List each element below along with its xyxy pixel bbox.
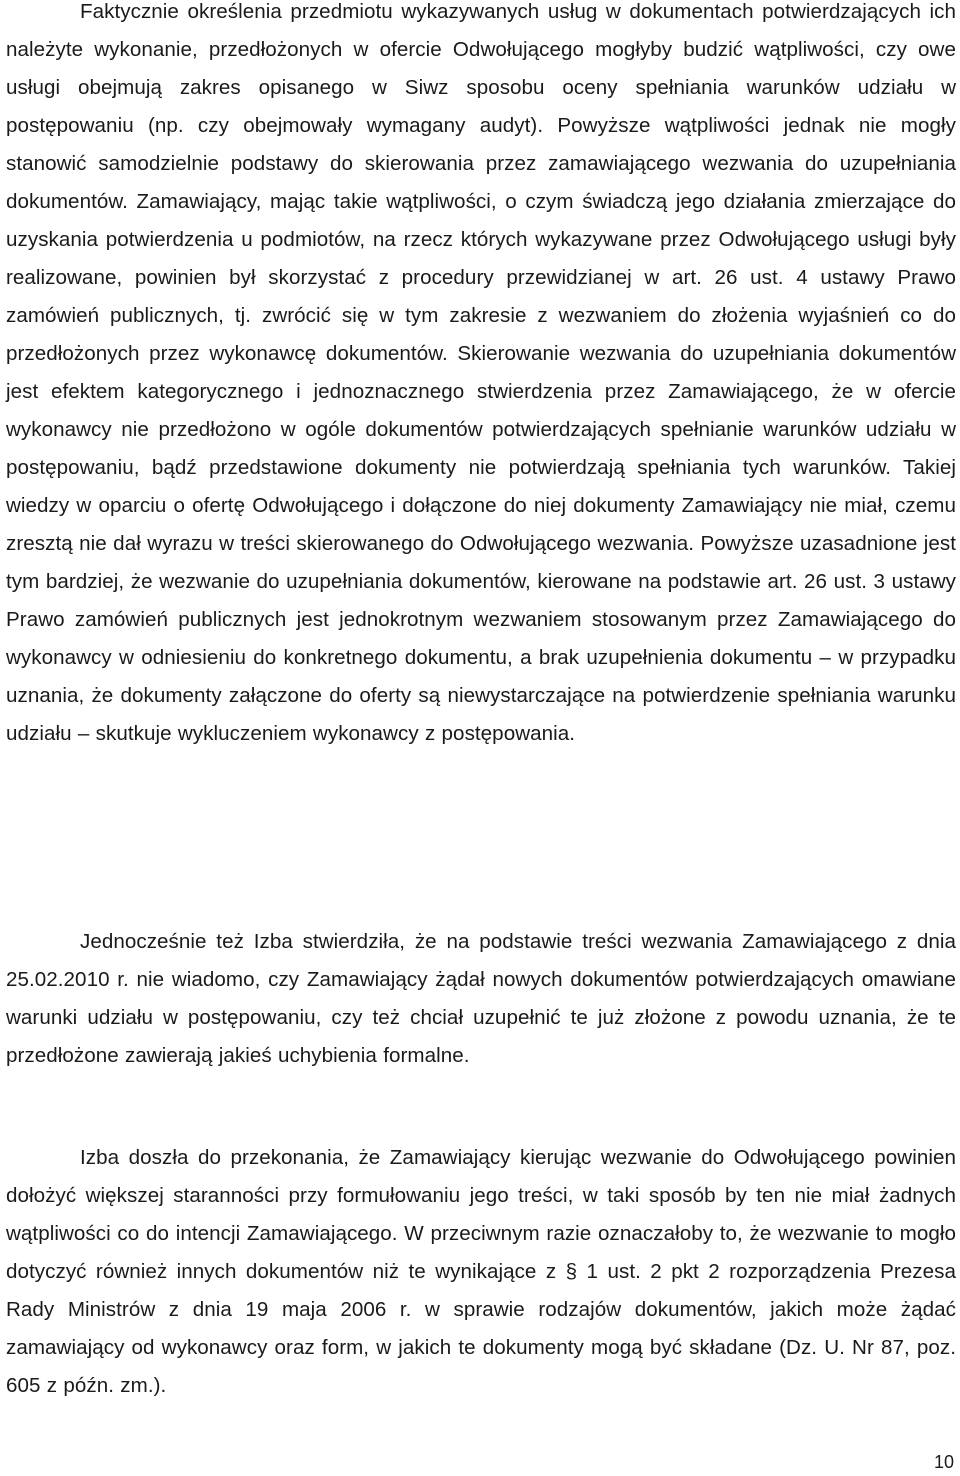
page-number: 10 — [933, 1452, 954, 1472]
body-paragraph: Izba doszła do przekonania, że Zamawiający kierując wezwanie do Odwołującego powinien dołożyć większej staranności przy formułowaniu jego treści, w taki sposób by ten nie miał żadnych wątpliwości co do intencji Zamawiającego. W przeciwnym razie oznaczałoby to, że wezwanie to mogło dotyczyć również innych dokumentów niż te wynikające z § 1 ust. 2 pkt 2 rozporządzenia Prezesa Rady Ministrów z dnia 19 maja 2006 r. w sprawie rodzajów dokumentów, jakich może żądać zamawiający od wykonawcy oraz form, w jakich te dokumenty mogą być składane (Dz. U. Nr 87, poz. 605 z późn. zm.). — [6, 1146, 956, 1397]
body-paragraph: Jednocześnie też Izba stwierdziła, że na podstawie treści wezwania Zamawiającego z dnia 25.02.2010 r. nie wiadomo, czy Zamawiający żądał nowych dokumentów potwierdzających omawiane warunki udziału w postępowaniu, czy też chciał uzupełnić te już złożone z powodu uznania, że te przedłożone zawierają jakieś uchybienia formalne. — [6, 930, 956, 1067]
body-paragraph: Faktycznie określenia przedmiotu wykazywanych usług w dokumentach potwierdzających ich należyte wykonanie, przedłożonych w ofercie Odwołującego mogłyby budzić wątpliwości, czy owe usługi obejmują zakres opisanego w Siwz sposobu oceny spełniania warunków udziału w postępowaniu (np. czy obejmowały wymagany audyt). Powyższe wątpliwości jednak nie mogły stanowić samodzielnie podstawy do skierowania przez zamawiającego wezwania do uzupełniania dokumentów. Zamawiający, mając takie wątpliwości, o czym świadczą jego działania zmierzające do uzyskania potwierdzenia u podmiotów, na rzecz których wykazywane przez Odwołującego usługi były realizowane, powinien był skorzystać z procedury przewidzianej w art. 26 ust. 4 ustawy Prawo zamówień publicznych, tj. zwrócić się w tym zakresie z wezwaniem do złożenia wyjaśnień co do przedłożonych przez wykonawcę dokumentów. Skierowanie wezwania do uzupełniania dokumentów jest efektem kategorycznego i jednoznacznego stwierdzenia przez Zamawiającego, że w ofercie wykonawcy nie przedłożono w ogóle dokumentów potwierdzających spełnianie warunków udziału w postępowaniu, bądź przedstawione dokumenty nie potwierdzają spełniania tych warunków. Takiej wiedzy w oparciu o ofertę Odwołującego i dołączone do niej dokumenty Zamawiający nie miał, czemu zresztą nie dał wyrazu w treści skierowanego do Odwołującego wezwania. Powyższe uzasadnione jest tym bardziej, że wezwanie do uzupełniania dokumentów, kierowane na podstawie art. 26 ust. 3 ustawy Prawo zamówień publicznych jest jednokrotnym wezwaniem stosowanym przez Zamawiającego do wykonawcy w odniesieniu do konkretnego dokumentu, a brak uzupełnienia dokumentu – w przypadku uznania, że dokumenty załączone do oferty są niewystarczające na potwierdzenie spełniania warunku udziału – skutkuje wykluczeniem wykonawcy z postępowania. — [6, 0, 956, 745]
